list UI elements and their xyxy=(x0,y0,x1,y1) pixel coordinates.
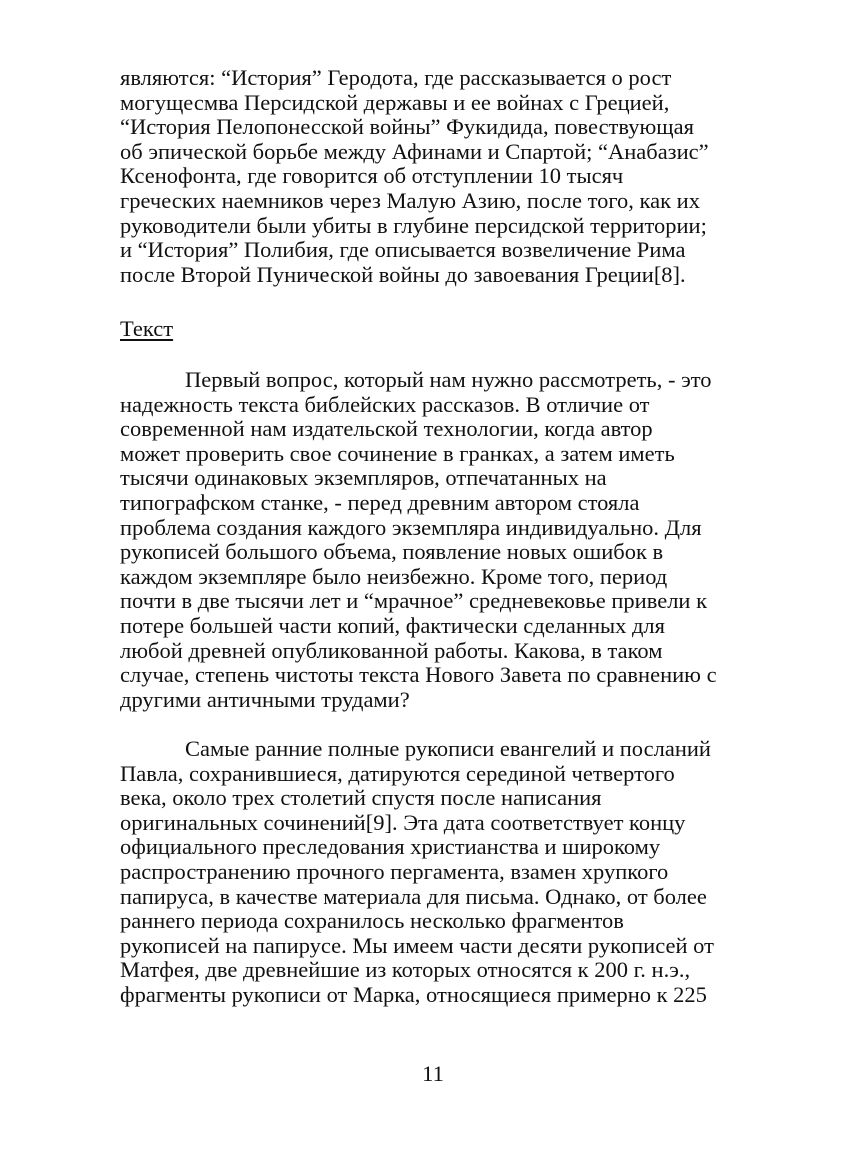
text-line: Павла, сохранившиеся, датируются серединой четвертого xyxy=(120,760,675,786)
text-line: надежность текста библейских рассказов. В отличие от xyxy=(120,391,650,417)
text-line: потере большей части копий, фактически сделанных для xyxy=(120,612,665,638)
paragraph-text-reliability xyxy=(120,368,760,712)
text-line: случае, степень чистоты текста Нового Завета по сравнению с xyxy=(120,662,717,688)
text-line: другими античными трудами? xyxy=(120,686,410,712)
text-line: распространению прочного пергамента, взамен хрупкого xyxy=(120,858,669,884)
text-line: “История Пелопонесской войны” Фукидида, повествующая xyxy=(120,114,694,140)
text-line: рукописей на папирусе. Мы имеем части десяти рукописей от xyxy=(120,932,714,958)
text-line: рукописей большого объема, появление новых ошибок в xyxy=(120,539,664,565)
text-line: фрагменты рукописи от Марка, относящиеся примерно к 225 xyxy=(120,981,707,1007)
text-line: Самые ранние полные рукописи евангелий и посланий xyxy=(185,736,711,761)
text-line: могущесмва Персидской державы и ее войнах с Грецией, xyxy=(120,89,670,115)
section-heading: Текст xyxy=(120,316,174,341)
text-line: каждом экземпляре было неизбежно. Кроме того, период xyxy=(120,563,668,589)
text-line: Первый вопрос, который нам нужно рассмотреть, - это xyxy=(185,367,712,392)
text-line: оригинальных сочинений[9]. Эта дата соответствует концу xyxy=(120,809,686,835)
text-line: греческих наемников через Малую Азию, после того, как их xyxy=(120,187,700,213)
text-line: тысячи одинаковых экземпляров, отпечатанных на xyxy=(120,465,607,491)
text-line: почти в две тысячи лет и “мрачное” средневековье привели к xyxy=(120,588,708,614)
text-line: может проверить свое сочинение в гранках, а затем иметь xyxy=(120,440,675,466)
text-line: руководители были убиты в глубине персидской территории; xyxy=(120,212,707,238)
text-line: официального преследования христианства и широкому xyxy=(120,834,661,860)
text-line: проблема создания каждого экземпляра индивидуально. Для xyxy=(120,514,702,540)
text-line: Ксенофонта, где говорится об отступлении 10 тысяч xyxy=(120,163,624,189)
text-line: современной нам издательской технологии, когда автор xyxy=(120,416,653,442)
text-line: раннего периода сохранилось несколько фрагментов xyxy=(120,908,624,934)
text-line: являются: “История” Геродота, где рассказывается о рост xyxy=(120,65,672,90)
text-line: века, около трех столетий спустя после написания xyxy=(120,785,602,811)
paragraph-intro xyxy=(120,66,760,287)
text-line: типографском станке, - перед древним автором стояла xyxy=(120,489,640,515)
text-line: после Второй Пунической войны до завоевания Греции[8]. xyxy=(120,261,686,287)
text-line: и “История” Полибия, где описывается возвеличение Рима xyxy=(120,237,686,263)
page-number: 11 xyxy=(422,1061,444,1086)
text-line: Матфея, две древнейшие из которых относятся к 200 г. н.э., xyxy=(120,957,691,983)
text-line: папируса, в качестве материала для письма. Однако, от более xyxy=(120,883,707,909)
text-line: любой древней опубликованной работы. Какова, в таком xyxy=(120,637,663,663)
text-line: об эпической борьбе между Афинами и Спартой; “Анабазис” xyxy=(120,138,709,164)
paragraph-manuscripts xyxy=(120,737,760,1008)
